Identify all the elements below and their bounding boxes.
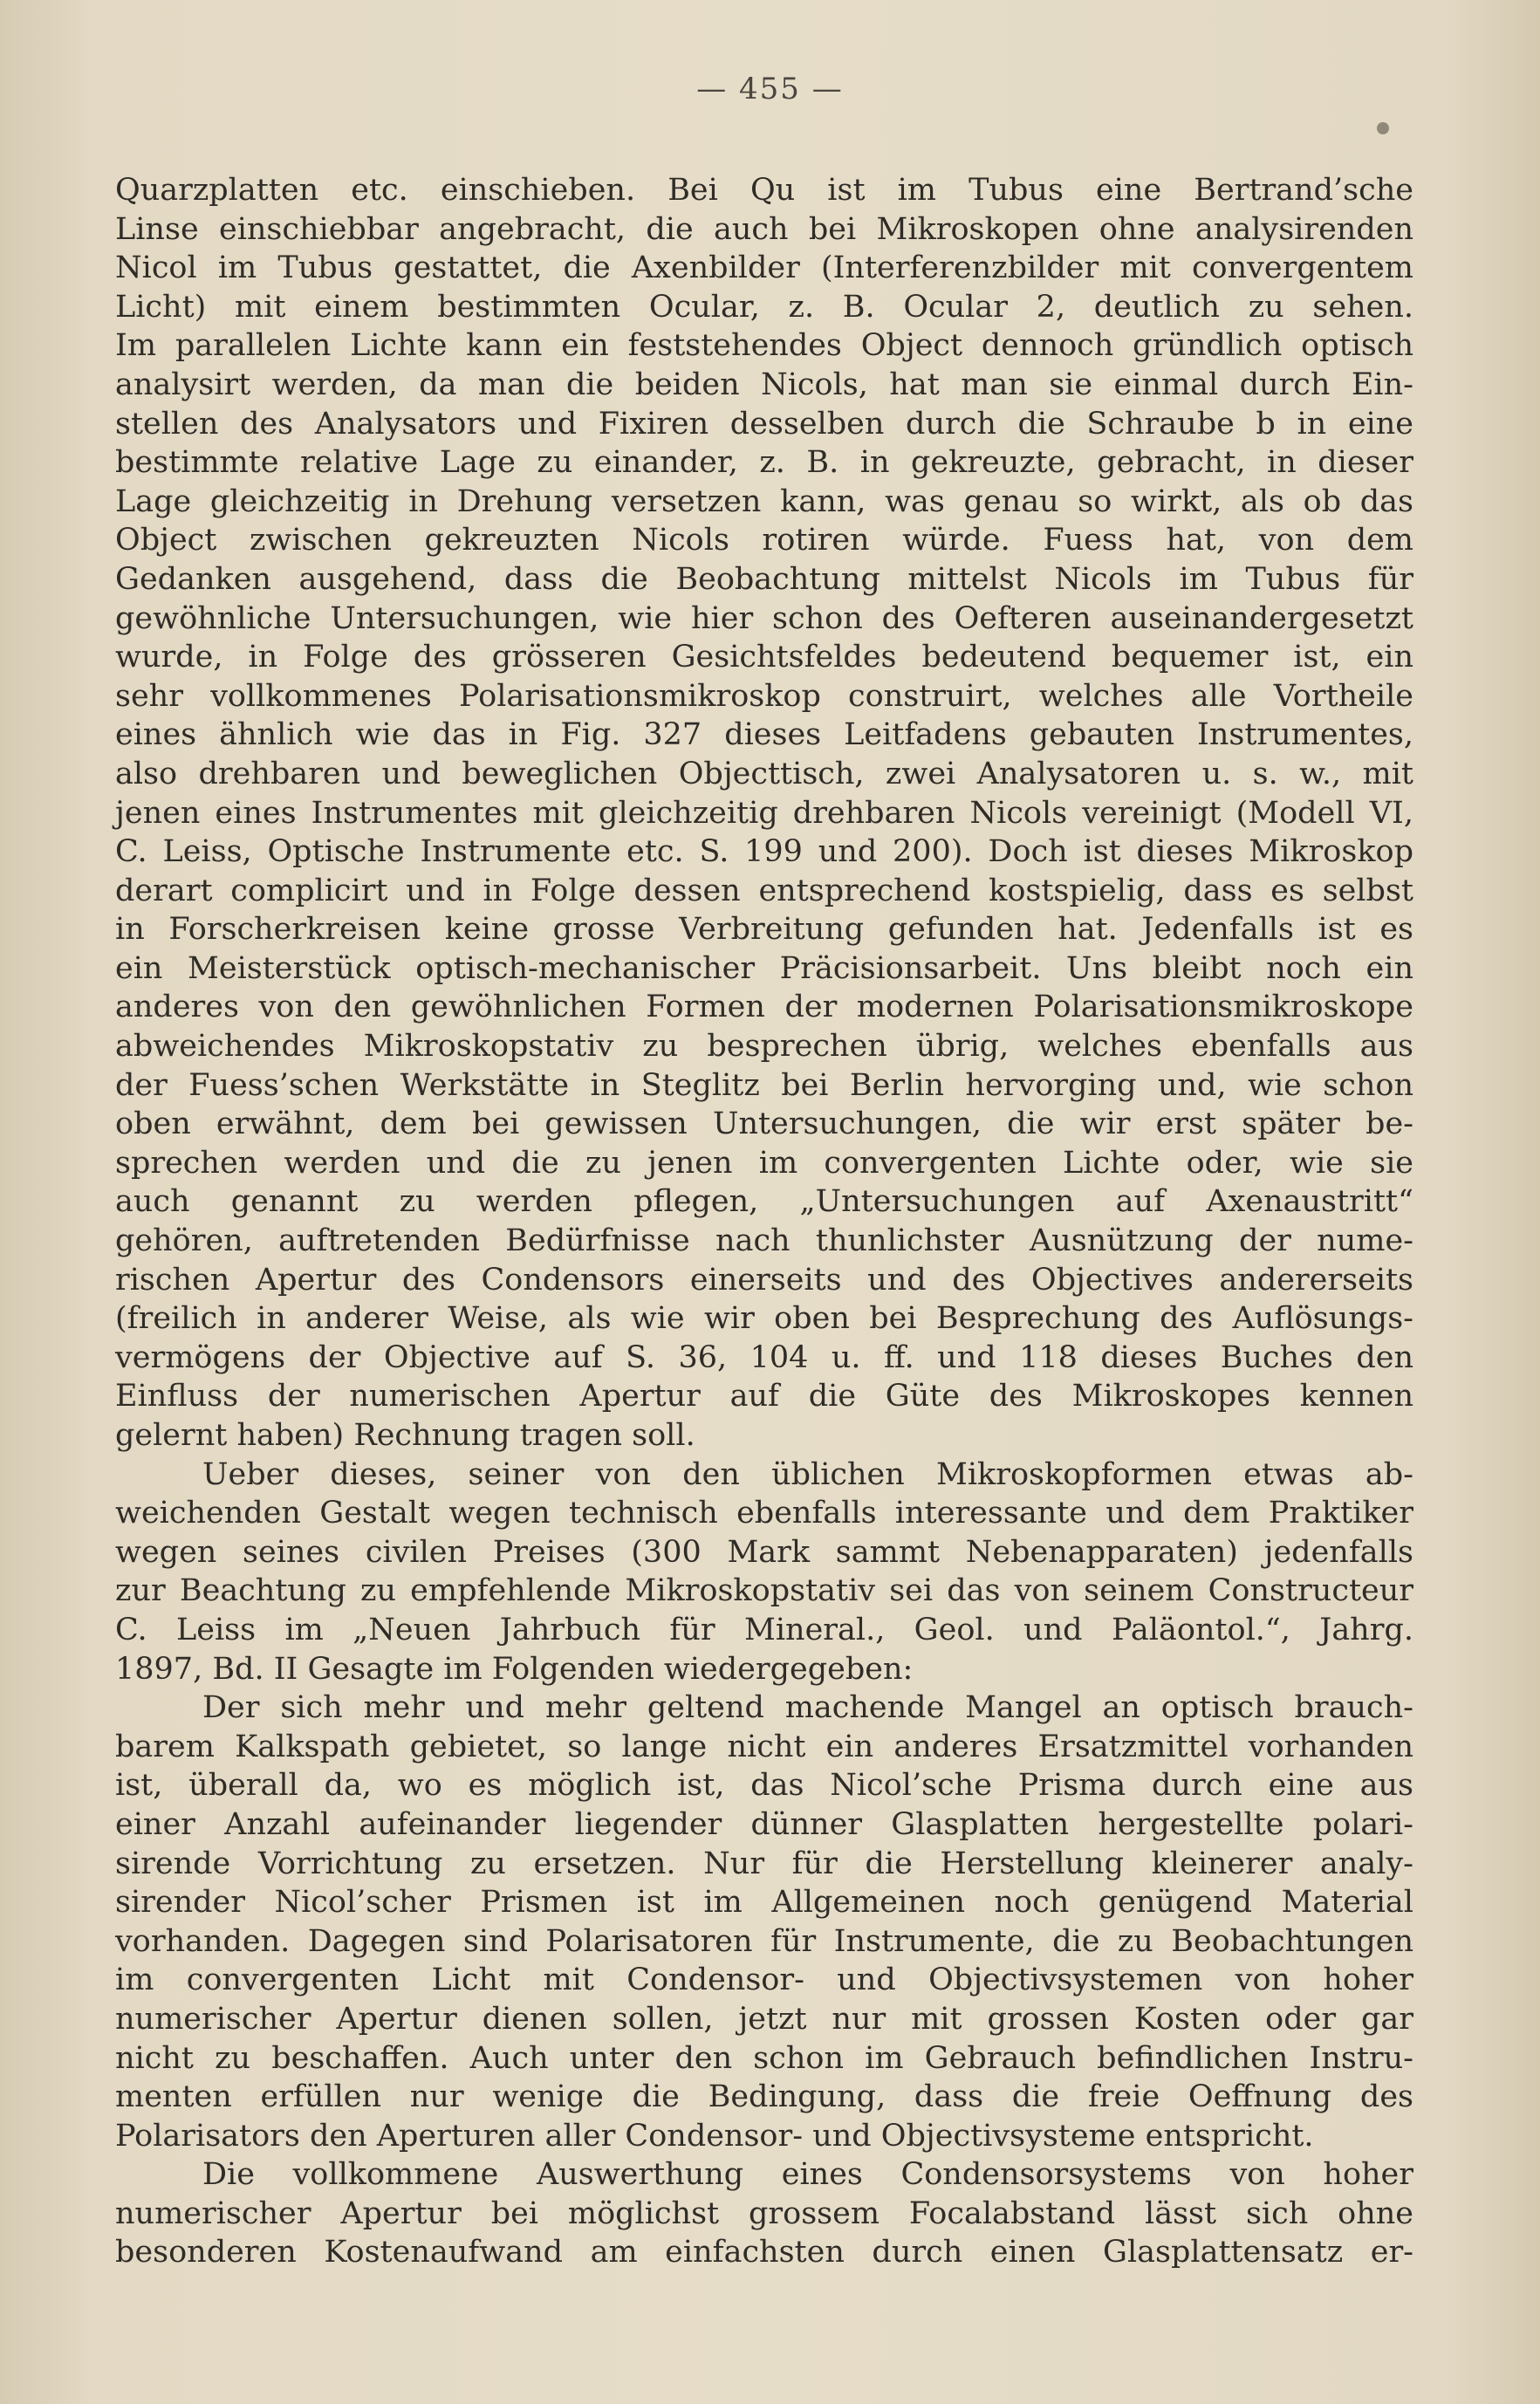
text-line: vermögens der Objective auf S. 36, 104 u. ff. und 118 dieses Buches den [115, 1339, 1413, 1375]
text-line: gewöhnliche Untersuchungen, wie hier schon des Oefteren auseinandergesetzt [115, 600, 1413, 636]
text-line: ist, überall da, wo es möglich ist, das Nicol’sche Prisma durch eine aus [115, 1768, 1413, 1804]
text-line: der Fuess’schen Werkstätte in Steglitz bei Berlin hervorging und, wie schon [115, 1067, 1413, 1103]
text-line: Der sich mehr und mehr geltend machende Mangel an optisch brauch- [202, 1690, 1413, 1726]
text-line: gelernt haben) Rechnung tragen soll. [115, 1418, 695, 1453]
text-line: gehören, auftretenden Bedürfnisse nach thunlichster Ausnützung der nume- [115, 1223, 1413, 1259]
text-line: 1897, Bd. II Gesagte im Folgenden wiedergegeben: [115, 1651, 914, 1687]
text-line: zur Beachtung zu empfehlende Mikroskopstativ sei das von seinem Constructeur [115, 1573, 1413, 1609]
text-line: Lage gleichzeitig in Drehung versetzen kann, was genau so wirkt, als ob das [115, 483, 1413, 519]
text-line: numerischer Apertur bei möglichst grossem Focalabstand lässt sich ohne [115, 2195, 1413, 2231]
text-line: sprechen werden und die zu jenen im convergenten Lichte oder, wie sie [115, 1145, 1413, 1181]
text-line: sehr vollkommenes Polarisationsmikroskop construirt, welches alle Vortheile [115, 678, 1413, 714]
text-line: jenen eines Instrumentes mit gleichzeitig drehbaren Nicols vereinigt (Modell VI, [115, 795, 1413, 831]
ink-speck [1377, 122, 1389, 134]
text-line: derart complicirt und in Folge dessen entsprechend kostspielig, dass es selbst [115, 873, 1413, 908]
text-line: bestimmte relative Lage zu einander, z. B. in gekreuzte, gebracht, in dieser [115, 445, 1413, 481]
text-line: stellen des Analysators und Fixiren desselben durch die Schraube b in eine [115, 406, 1413, 442]
text-line: Ueber dieses, seiner von den üblichen Mikroskopformen etwas ab- [202, 1456, 1413, 1492]
text-line: einer Anzahl aufeinander liegender dünner Glasplatten hergestellte polari- [115, 1806, 1413, 1842]
text-line: Licht) mit einem bestimmten Ocular, z. B. Ocular 2, deutlich zu sehen. [115, 289, 1413, 325]
text-line: ein Meisterstück optisch-mechanischer Präcisionsarbeit. Uns bleibt noch ein [115, 950, 1413, 986]
text-line: weichenden Gestalt wegen technisch ebenfalls interessante und dem Praktiker [115, 1496, 1413, 1531]
text-line: anderes von den gewöhnlichen Formen der modernen Polarisationsmikroskope [115, 990, 1413, 1025]
text-line: Linse einschiebbar angebracht, die auch bei Mikroskopen ohne analysirenden [115, 211, 1413, 247]
text-line: nicht zu beschaffen. Auch unter den schon im Gebrauch befindlichen Instru- [115, 2040, 1413, 2076]
text-line: eines ähnlich wie das in Fig. 327 dieses Leitfadens gebauten Instrumentes, [115, 717, 1413, 753]
text-line: (freilich in anderer Weise, als wie wir oben bei Besprechung des Auflösungs- [115, 1301, 1413, 1337]
text-line: C. Leiss, Optische Instrumente etc. S. 199 und 200). Doch ist dieses Mikroskop [115, 834, 1413, 870]
text-line: Nicol im Tubus gestattet, die Axenbilder (Interferenzbilder mit convergentem [115, 250, 1413, 286]
text-line: sirende Vorrichtung zu ersetzen. Nur für die Herstellung kleinerer analy- [115, 1846, 1413, 1881]
text-line: abweichendes Mikroskopstativ zu besprechen übrig, welches ebenfalls aus [115, 1029, 1413, 1065]
text-line: Die vollkommene Auswerthung eines Condensorsystems von hoher [202, 2157, 1413, 2193]
text-line: Polarisators den Aperturen aller Condensor- und Objectivsysteme entspricht. [115, 2118, 1314, 2154]
text-line: Im parallelen Lichte kann ein feststehendes Object dennoch gründlich optisch [115, 328, 1413, 364]
text-line: also drehbaren und beweglichen Objecttisch, zwei Analysatoren u. s. w., mit [115, 756, 1413, 791]
text-line: Einfluss der numerischen Apertur auf die Güte des Mikroskopes kennen [115, 1379, 1413, 1414]
text-line: oben erwähnt, dem bei gewissen Untersuchungen, die wir erst später be- [115, 1106, 1413, 1142]
text-line: barem Kalkspath gebietet, so lange nicht ein anderes Ersatzmittel vorhanden [115, 1729, 1413, 1764]
text-line: in Forscherkreisen keine grosse Verbreitung gefunden hat. Jedenfalls ist es [115, 912, 1413, 948]
text-line: C. Leiss im „Neuen Jahrbuch für Mineral., Geol. und Paläontol.“, Jahrg. [115, 1612, 1413, 1647]
text-line: Gedanken ausgehend, dass die Beobachtung mittelst Nicols im Tubus für [115, 561, 1413, 597]
body-text [115, 171, 1413, 2272]
text-line: Quarzplatten etc. einschieben. Bei Qu ist im Tubus eine Bertrand’sche [115, 173, 1413, 208]
text-line: sirender Nicol’scher Prismen ist im Allgemeinen noch genügend Material [115, 1885, 1413, 1921]
text-line: auch genannt zu werden pflegen, „Untersuchungen auf Axenaustritt“ [115, 1184, 1413, 1220]
text-line: besonderen Kostenaufwand am einfachsten durch einen Glasplattensatz er- [115, 2235, 1413, 2270]
text-line: im convergenten Licht mit Condensor- und Objectivsystemen von hoher [115, 1962, 1413, 1998]
text-line: menten erfüllen nur wenige die Bedingung, dass die freie Oeffnung des [115, 2079, 1413, 2115]
text-line: analysirt werden, da man die beiden Nicols, hat man sie einmal durch Ein- [115, 366, 1413, 402]
text-line: Object zwischen gekreuzten Nicols rotiren würde. Fuess hat, von dem [115, 523, 1413, 558]
text-line: vorhanden. Dagegen sind Polarisatoren für Instrumente, die zu Beobachtungen [115, 1923, 1413, 1959]
page-number: — 455 — [696, 72, 844, 106]
text-line: wurde, in Folge des grösseren Gesichtsfeldes bedeutend bequemer ist, ein [115, 640, 1413, 675]
text-line: wegen seines civilen Preises (300 Mark sammt Nebenapparaten) jedenfalls [115, 1534, 1413, 1570]
text-line: numerischer Apertur dienen sollen, jetzt nur mit grossen Kosten oder gar [115, 2001, 1413, 2037]
text-line: rischen Apertur des Condensors einerseits und des Objectives andererseits [115, 1262, 1413, 1298]
